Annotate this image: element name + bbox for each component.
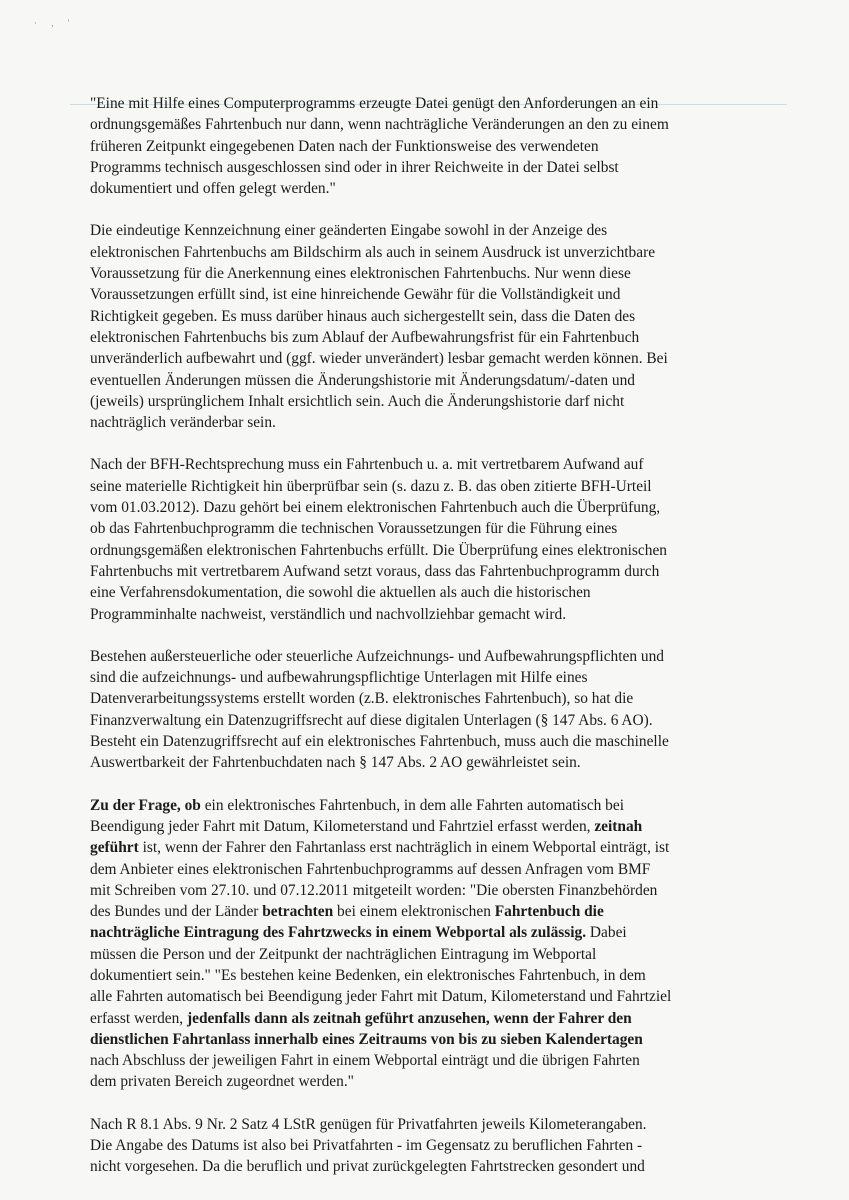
text-segment: Nach R 8.1 Abs. 9 Nr. 2 Satz 4 LStR genügen für Privatfahrten jeweils Kilometerangaben.: [90, 1115, 647, 1133]
text-line: [90, 986, 770, 1007]
text-segment: (jeweils) ursprünglichem Inhalt ersichtlich sein. Auch die Änderungshistorie darf nicht: [90, 392, 625, 410]
text-segment: Bestehen außersteuerliche oder steuerliche Aufzeichnungs- und Aufbewahrungspflichten und: [90, 647, 664, 665]
text-line: [90, 157, 770, 178]
document-body: [90, 93, 770, 1199]
text-segment: elektronischen Fahrtenbuchs am Bildschirm als auch in seinem Ausdruck ist unverzichtbare: [90, 243, 656, 261]
text-segment: Besteht ein Datenzugriffsrecht auf ein elektronisches Fahrtenbuch, muss auch die maschinelle: [90, 733, 669, 751]
paragraph: [90, 93, 770, 199]
text-segment: Nach der BFH-Rechtsprechung muss ein Fahrtenbuch u. a. mit vertretbarem Aufwand auf: [90, 456, 644, 474]
text-segment: dem privaten Bereich zugeordnet werden.": [90, 1073, 354, 1091]
text-segment: nachträglich veränderbar sein.: [90, 414, 276, 432]
text-line: [90, 880, 770, 901]
text-line: [90, 604, 770, 625]
text-segment: Voraussetzungen erfüllt sind, ist eine hinreichende Gewähr für die Vollständigkeit und: [90, 286, 621, 304]
text-line: [90, 476, 770, 497]
paragraph: [90, 795, 770, 1093]
bold-text: jedenfalls dann als zeitnah geführt anzusehen, wenn der Fahrer den: [187, 1009, 632, 1027]
text-line: [90, 518, 770, 539]
text-line: [90, 1114, 770, 1135]
text-segment: Fahrtenbuchs mit vertretbarem Aufwand setzt voraus, dass das Fahrtenbuchprogramm durch: [90, 562, 660, 580]
bold-text: geführt: [90, 839, 139, 857]
text-segment: sind die aufzeichnungs- und aufbewahrungspflichtige Unterlagen mit Hilfe eines: [90, 669, 588, 687]
text-line: [90, 178, 770, 199]
bold-text: betrachten: [262, 903, 334, 921]
bold-text: Zu der Frage, ob: [90, 796, 201, 814]
text-line: [90, 242, 770, 263]
text-line: [90, 582, 770, 603]
text-segment: "Eine mit Hilfe eines Computerprogramms erzeugte Datei genügt den Anforderungen an ein: [90, 95, 659, 112]
text-line: [90, 859, 770, 880]
text-line: [90, 688, 770, 709]
text-line: [90, 944, 770, 965]
text-segment: ist, wenn der Fahrer den Fahrtanlass erst nachträglich in einem Webportal einträgt, ist: [138, 839, 670, 857]
text-line: [90, 497, 770, 518]
text-line: [90, 731, 770, 752]
text-line: [90, 816, 770, 837]
text-line: [90, 837, 770, 858]
text-line: [90, 646, 770, 667]
text-segment: Voraussetzung für die Anerkennung eines elektronischen Fahrtenbuchs. Nur wenn diese: [90, 265, 631, 283]
text-line: [90, 306, 770, 327]
bold-text: nachträgliche Eintragung des Fahrtzwecks in einem Webportal als zulässig.: [90, 924, 587, 942]
text-line: [90, 540, 770, 561]
text-line: [90, 327, 770, 348]
text-line: [90, 348, 770, 369]
text-segment: Die eindeutige Kennzeichnung einer geänderten Eingabe sowohl in der Anzeige des: [90, 222, 608, 240]
text-line: [90, 220, 770, 241]
text-line: [90, 412, 770, 433]
text-segment: Finanzverwaltung ein Datenzugriffsrecht auf diese digitalen Unterlagen (§ 147 Abs. 6 AO).: [90, 711, 653, 729]
text-line: [90, 1071, 770, 1092]
text-segment: seine materielle Richtigkeit hin überprüfbar sein (s. dazu z. B. das oben zitierte BFH-Urteil: [90, 477, 652, 495]
text-segment: Programms technisch ausgeschlossen sind oder in ihrer Reichweite in der Datei selbst: [90, 158, 619, 176]
text-line: [90, 795, 770, 816]
paragraph: [90, 646, 770, 774]
text-segment: früheren Zeitpunkt eingegebenen Daten nach der Funktionsweise des verwendeten: [90, 137, 599, 155]
text-line: [90, 284, 770, 305]
text-segment: Die Angabe des Datums ist also bei Privatfahrten - im Gegensatz zu beruflichen Fahrten -: [90, 1137, 643, 1155]
text-line: [90, 710, 770, 731]
text-segment: Dabei: [586, 924, 627, 942]
text-line: [90, 391, 770, 412]
text-segment: Datenverarbeitungssystems erstellt worden (z.B. elektronisches Fahrtenbuch), so hat die: [90, 690, 634, 708]
text-line: [90, 370, 770, 391]
text-segment: Programminhalte nachweist, verständlich und nachvollziehbar gemacht wird.: [90, 605, 567, 623]
text-segment: ordnungsgemäßen elektronischen Fahrtenbuchs erfüllt. Die Überprüfung eines elektronischen: [90, 541, 667, 559]
text-line: [90, 1029, 770, 1050]
text-segment: des Bundes und der Länder: [90, 903, 263, 921]
scan-specks: · , ': [34, 18, 76, 28]
text-segment: nicht vorgesehen. Da die beruflich und privat zurückgelegten Fahrtstrecken gesondert und: [90, 1158, 645, 1176]
text-line: [90, 1008, 770, 1029]
text-segment: Beendigung jeder Fahrt mit Datum, Kilometerstand und Fahrtziel erfasst werden,: [90, 817, 595, 835]
text-line: [90, 965, 770, 986]
text-line: [90, 136, 770, 157]
paragraph: [90, 220, 770, 433]
text-segment: dem Anbieter eines elektronischen Fahrtenbuchprogramms auf dessen Anfragen vom BMF: [90, 860, 651, 878]
text-segment: bei einem elektronischen: [333, 903, 495, 921]
text-line: [90, 114, 770, 135]
text-segment: dokumentiert sein." "Es bestehen keine Bedenken, ein elektronisches Fahrtenbuch, in dem: [90, 966, 646, 984]
text-segment: Richtigkeit gegeben. Es muss darüber hinaus auch sichergestellt sein, dass die Daten des: [90, 307, 636, 325]
text-line: [90, 1050, 770, 1071]
text-segment: erfasst werden,: [90, 1009, 188, 1027]
bold-text: Fahrtenbuch die: [494, 903, 604, 921]
text-line: [90, 263, 770, 284]
text-segment: ein elektronisches Fahrtenbuch, in dem alle Fahrten automatisch bei: [200, 796, 624, 814]
text-segment: alle Fahrten automatisch bei Beendigung jeder Fahrt mit Datum, Kilometerstand und Fahrtziel: [90, 988, 672, 1006]
bold-text: zeitnah: [594, 817, 643, 835]
text-segment: unveränderlich aufbewahrt und (ggf. wieder unverändert) lesbar gemacht werden können. Bei: [90, 350, 668, 368]
text-line: [90, 922, 770, 943]
text-segment: Auswertbarkeit der Fahrtenbuchdaten nach § 147 Abs. 2 AO gewährleistet sein.: [90, 754, 581, 772]
text-segment: eine Verfahrensdokumentation, die sowohl die aktuellen als auch die historischen: [90, 584, 591, 602]
text-line: [90, 1135, 770, 1156]
text-segment: elektronischen Fahrtenbuchs bis zum Ablauf der Aufbewahrungsfrist für ein Fahrtenbuch: [90, 328, 640, 346]
text-line: [90, 901, 770, 922]
text-line: [90, 454, 770, 475]
text-segment: dokumentiert und offen gelegt werden.": [90, 180, 336, 198]
text-segment: müssen die Person und der Zeitpunkt der nachträglichen Eintragung im Webportal: [90, 945, 597, 963]
text-line: [90, 667, 770, 688]
text-segment: ob das Fahrtenbuchprogramm die technischen Voraussetzungen für die Führung eines: [90, 520, 618, 538]
text-segment: nach Abschluss der jeweiligen Fahrt in einem Webportal einträgt und die übrigen Fahrten: [90, 1052, 640, 1070]
text-line: [90, 1156, 770, 1177]
text-line: [90, 93, 770, 114]
text-segment: eventuellen Änderungen müssen die Änderungshistorie mit Änderungsdatum/-daten und: [90, 371, 635, 389]
paragraph: [90, 454, 770, 624]
text-line: [90, 752, 770, 773]
text-segment: ordnungsgemäßes Fahrtenbuch nur dann, wenn nachträgliche Veränderungen an den zu einem: [90, 116, 669, 134]
bold-text: dienstlichen Fahrtanlass innerhalb eines Zeitraums von bis zu sieben Kalendertagen: [90, 1030, 643, 1048]
text-segment: vom 01.03.2012). Dazu gehört bei einem elektronischen Fahrtenbuch auch die Überprüfung,: [90, 499, 661, 517]
text-segment: mit Schreiben vom 27.10. und 07.12.2011 mitgeteilt worden: "Die obersten Finanzbehörden: [90, 881, 658, 899]
paragraph: [90, 1114, 770, 1178]
text-line: [90, 561, 770, 582]
